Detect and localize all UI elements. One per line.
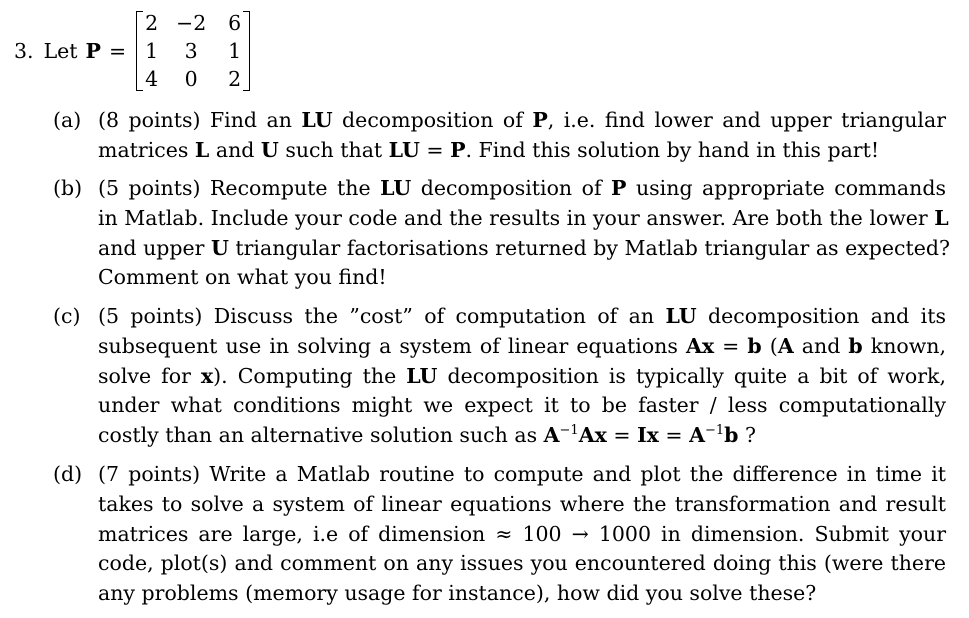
equals-sign: = [108, 39, 127, 63]
text-run: . Find this solution by hand in this part! [465, 137, 880, 162]
text-line [98, 421, 946, 451]
text-run: ( [761, 333, 778, 358]
text-run: = [606, 423, 638, 448]
math-bold: P [532, 108, 548, 132]
math-bold: b [848, 333, 863, 358]
text-run: using appropriate commands [626, 176, 946, 200]
text-line [98, 174, 946, 204]
text-run: decomposition of [332, 108, 533, 132]
part-b [53, 174, 951, 293]
matrix-cell: 0 [184, 67, 198, 91]
text-line [98, 204, 949, 234]
let-word: Let [43, 39, 78, 63]
text-line [98, 460, 946, 490]
matrix-row [145, 9, 241, 37]
matrix-cell: −2 [176, 11, 207, 35]
matrix-name: P [85, 39, 101, 63]
text-line [98, 234, 951, 264]
matrix-cell: 2 [228, 67, 242, 91]
text-run: matrices [98, 137, 195, 162]
math-bold: Ax [578, 423, 607, 448]
text-run: such that [278, 137, 389, 162]
text-run: subsequent use in solving a system of linear equations [98, 333, 686, 358]
math-bold: A [689, 423, 705, 448]
math-bold: Ax [685, 333, 715, 358]
text-line [98, 302, 946, 332]
text-run: in Matlab. Include your code and the results in your answer. Are both the lower [98, 205, 935, 230]
text-run: under what conditions might we expect it to be faster / less computationally [98, 393, 946, 418]
text-run: costly than an alternative solution such as [98, 423, 544, 448]
math-bold: U [260, 137, 279, 162]
math-bold: A [543, 423, 560, 448]
text-run: decomposition and its [696, 304, 946, 328]
matrix-cell: 4 [145, 67, 159, 91]
text-line [98, 579, 946, 609]
part-a [53, 106, 946, 166]
text-run: (7 points) Write a Matlab routine to compute and plot the difference in time it [98, 462, 946, 486]
text-run: (5 points) Recompute the [98, 176, 381, 200]
text-run: and upper [98, 235, 211, 260]
text-run: = [658, 423, 690, 448]
text-run: code, plot(s) and comment on any issues you encountered doing this (were there [98, 551, 946, 576]
text-line [98, 362, 946, 392]
text-run: decomposition is typically quite a bit of work, [437, 363, 946, 388]
part-label: (b) [53, 176, 83, 200]
part-d [53, 460, 946, 609]
superscript: −1 [559, 423, 579, 439]
math-bold: LU [301, 108, 333, 132]
text-run: , i.e. find lower and upper triangular [547, 108, 947, 132]
text-run: = [419, 137, 451, 162]
text-line [98, 520, 946, 550]
text-line [98, 391, 946, 421]
text-run: = [714, 333, 748, 358]
text-line [98, 332, 946, 362]
math-bold: LU [665, 304, 697, 328]
math-bold: P [611, 176, 627, 200]
math-bold: b [724, 423, 739, 448]
text-run: takes to solve a system of linear equations where the transformation and result [98, 491, 946, 516]
matrix-row [145, 65, 241, 93]
math-bold: LU [406, 363, 438, 388]
part-body [98, 174, 951, 293]
matrix-cell: 2 [145, 11, 159, 35]
part-label: (d) [53, 462, 83, 486]
matrix-p [136, 9, 250, 93]
matrix-grid [145, 9, 241, 93]
math-bold: L [934, 205, 949, 230]
math-bold: x [200, 363, 214, 388]
math-bold: P [450, 137, 466, 162]
math-bold: LU [388, 137, 420, 162]
matrix-row [145, 37, 241, 65]
text-run: (5 points) Discuss the ”cost” of computation of an [98, 304, 666, 328]
text-run: (8 points) Find an [98, 108, 302, 132]
math-bold: LU [380, 176, 412, 200]
part-body [98, 106, 946, 166]
problem-header [14, 6, 250, 96]
text-line [98, 263, 946, 293]
part-label: (c) [53, 304, 81, 328]
problem-number: 3. [14, 39, 34, 63]
matrix-cell: 6 [228, 11, 242, 35]
text-line [98, 136, 946, 166]
text-run: ). Computing the [213, 363, 407, 388]
part-body [98, 460, 946, 609]
matrix-cell: 1 [228, 39, 242, 63]
matrix-cell: 1 [145, 39, 159, 63]
text-run: matrices are large, i.e of dimension ≈ 100 → 1000 in dimension. Submit your [98, 521, 946, 546]
text-line [98, 106, 946, 136]
math-bold: A [777, 333, 794, 358]
math-bold: Ix [637, 423, 659, 448]
math-bold: b [747, 333, 762, 358]
text-run: ? [738, 423, 757, 448]
text-line [98, 490, 946, 520]
text-run: decomposition of [411, 176, 612, 200]
text-run: any problems (memory usage for instance), how did you solve these? [98, 581, 817, 606]
part-body [98, 302, 946, 451]
math-bold: L [194, 137, 210, 162]
text-run: triangular factorisations returned by Matlab triangular as expected? [228, 235, 951, 260]
matrix-cell: 3 [184, 39, 198, 63]
text-run: known, [862, 333, 947, 358]
text-run: Comment on what you find! [98, 265, 387, 290]
text-run: solve for [98, 363, 201, 388]
text-run: and [793, 333, 849, 358]
part-label: (a) [53, 108, 82, 132]
part-c [53, 302, 946, 451]
superscript: −1 [705, 423, 725, 439]
text-run: and [209, 137, 261, 162]
math-bold: U [210, 235, 229, 260]
text-line [98, 549, 946, 579]
